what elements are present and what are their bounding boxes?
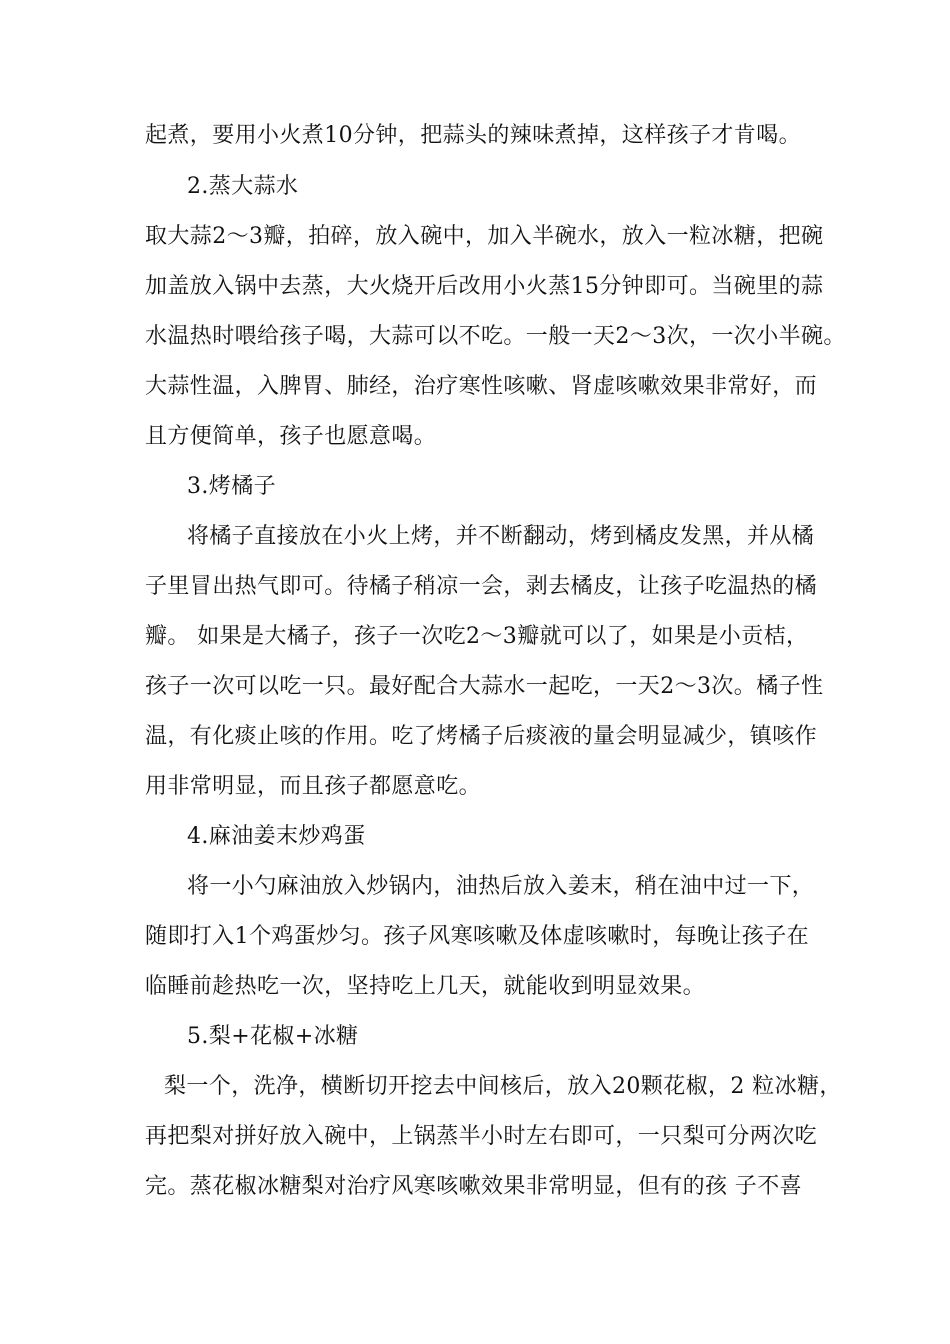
body-text-line: 将橘子直接放在小火上烤，并不断翻动，烤到橘皮发黑，并从橘 xyxy=(187,524,815,549)
body-text-line: 瓣。 如果是大橘子，孩子一次吃2～3瓣就可以了，如果是小贡桔， xyxy=(145,624,809,649)
body-text-line: 完。蒸花椒冰糖梨对治疗风寒咳嗽效果非常明显，但有的孩 子不喜 xyxy=(145,1174,802,1199)
body-text-line: 将一小勺麻油放入炒锅内，油热后放入姜末，稍在油中过一下， xyxy=(187,874,815,899)
section-heading-garlic-water: 2.蒸大蒜水 xyxy=(187,174,299,199)
body-text-line: 取大蒜2～3瓣，拍碎，放入碗中，加入半碗水，放入一粒冰糖，把碗 xyxy=(145,224,824,249)
body-text-line: 加盖放入锅中去蒸，大火烧开后改用小火蒸15分钟即可。当碗里的蒜 xyxy=(145,274,824,299)
body-text-line: 梨一个，洗净，横断切开挖去中间核后，放入20颗花椒，2 粒冰糖， xyxy=(164,1074,842,1099)
body-text-line: 起煮，要用小火煮10分钟，把蒜头的辣味煮掉，这样孩子才肯喝。 xyxy=(145,123,801,148)
body-text-line: 大蒜性温，入脾胃、肺经，治疗寒性咳嗽、肾虚咳嗽效果非常好，而 xyxy=(145,374,818,399)
section-heading-sesame-egg: 4.麻油姜末炒鸡蛋 xyxy=(187,824,366,849)
section-heading-pear: 5.梨+花椒+冰糖 xyxy=(187,1024,359,1049)
body-text-line: 随即打入1个鸡蛋炒匀。孩子风寒咳嗽及体虚咳嗽时，每晚让孩子在 xyxy=(145,924,809,949)
body-text-line: 温，有化痰止咳的作用。吃了烤橘子后痰液的量会明显减少，镇咳作 xyxy=(145,724,818,749)
body-text-line: 临睡前趁热吃一次，坚持吃上几天，就能收到明显效果。 xyxy=(145,974,706,999)
body-text-line: 子里冒出热气即可。待橘子稍凉一会，剥去橘皮，让孩子吃温热的橘 xyxy=(145,574,818,599)
body-text-line: 用非常明显，而且孩子都愿意吃。 xyxy=(145,774,482,799)
body-text-line: 孩子一次可以吃一只。最好配合大蒜水一起吃，一天2～3次。橘子性 xyxy=(145,674,824,699)
body-text-line: 且方便简单，孩子也愿意喝。 xyxy=(145,424,437,449)
body-text-line: 再把梨对拼好放入碗中，上锅蒸半小时左右即可，一只梨可分两次吃 xyxy=(145,1124,818,1149)
section-heading-roasted-orange: 3.烤橘子 xyxy=(187,474,276,499)
body-text-line: 水温热时喂给孩子喝，大蒜可以不吃。一般一天2～3次，一次小半碗。 xyxy=(145,324,846,349)
